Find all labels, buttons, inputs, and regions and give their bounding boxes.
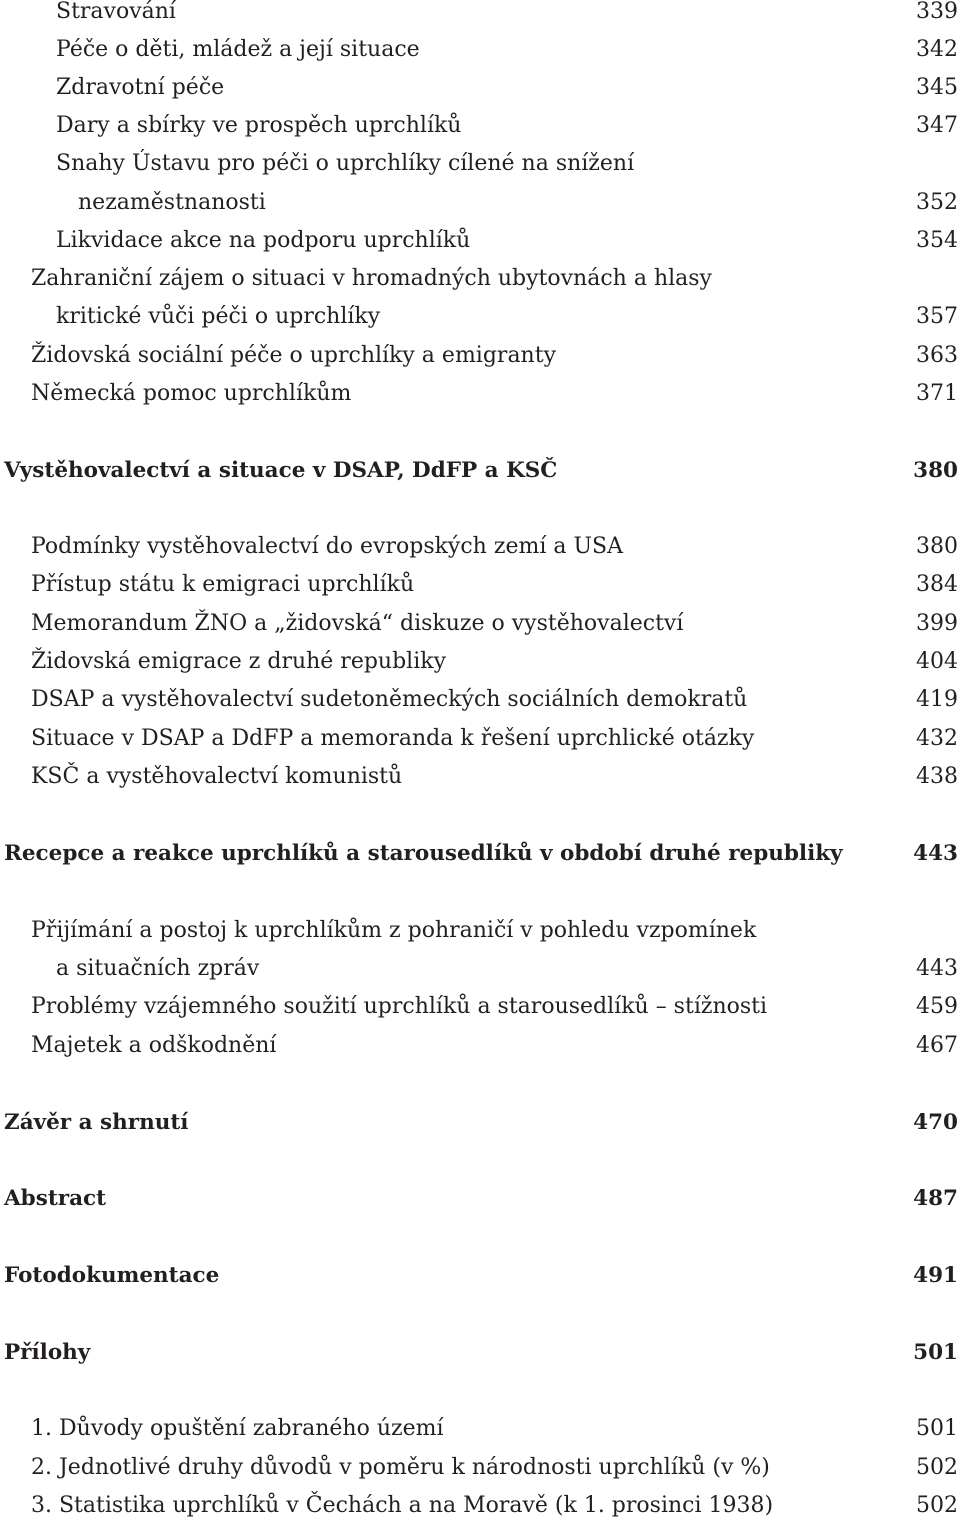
toc-entry-title: Recepce a reakce uprchlíků a starousedlíků v období druhé republiky xyxy=(4,841,843,866)
toc-entry-page-number: 502 xyxy=(916,1493,958,1518)
toc-entry-title: Vystěhovalectví a situace v DSAP, DdFP a KSČ xyxy=(4,458,558,483)
toc-entry-title: Zdravotní péče xyxy=(56,75,225,100)
toc-section-entry xyxy=(0,643,960,681)
toc-entry-title: Majetek a odškodnění xyxy=(31,1033,277,1058)
toc-entry-title: Stravování xyxy=(56,0,176,24)
toc-section-entry xyxy=(0,1487,960,1525)
toc-entry-title: Přijímání a postoj k uprchlíkům z pohraničí v pohledu vzpomínek xyxy=(31,918,757,943)
toc-section-entry xyxy=(0,69,960,107)
toc-entry-page-number: 438 xyxy=(916,764,958,789)
toc-entry-page-number: 502 xyxy=(916,1455,958,1480)
toc-section-entry xyxy=(0,222,960,260)
toc-entry-title: Likvidace akce na podporu uprchlíků xyxy=(56,228,471,253)
toc-entry-page-number: 384 xyxy=(916,572,958,597)
toc-entry-page-number: 501 xyxy=(916,1416,958,1441)
toc-entry-title: 1. Důvody opuštění zabraného území xyxy=(31,1416,444,1441)
toc-entry-title: Podmínky vystěhovalectví do evropských zemí a USA xyxy=(31,534,623,559)
toc-entry-page-number: 371 xyxy=(916,381,958,406)
toc-entry-page-number: 357 xyxy=(916,304,958,329)
toc-entry-page-number: 363 xyxy=(916,343,958,368)
toc-entry-page-number: 342 xyxy=(916,37,958,62)
toc-entry-title: Závěr a shrnutí xyxy=(4,1110,189,1135)
toc-entry-page-number: 501 xyxy=(913,1340,958,1365)
toc-entry-title: nezaměstnanosti xyxy=(78,190,266,215)
toc-entry-page-number: 352 xyxy=(916,190,958,215)
toc-section-entry xyxy=(0,184,960,222)
toc-entry-title: 3. Statistika uprchlíků v Čechách a na Moravě (k 1. prosinci 1938) xyxy=(31,1493,774,1518)
toc-section-entry xyxy=(0,950,960,988)
toc-section-entry xyxy=(0,298,960,336)
toc-chapter-entry xyxy=(0,1257,960,1295)
toc-entry-title: Snahy Ústavu pro péči o uprchlíky cílené na snížení xyxy=(56,151,635,176)
toc-chapter-entry xyxy=(0,452,960,490)
toc-entry-title: Zahraniční zájem o situaci v hromadných ubytovnách a hlasy xyxy=(31,266,712,291)
toc-section-entry xyxy=(0,337,960,375)
toc-entry-title: KSČ a vystěhovalectví komunistů xyxy=(31,764,403,789)
toc-entry-page-number: 470 xyxy=(913,1110,958,1135)
toc-section-entry xyxy=(0,1027,960,1065)
toc-entry-title: Německá pomoc uprchlíkům xyxy=(31,381,352,406)
toc-section-entry xyxy=(0,260,960,298)
toc-entry-title: Dary a sbírky ve prospěch uprchlíků xyxy=(56,113,462,138)
toc-entry-page-number: 491 xyxy=(913,1263,958,1288)
toc-section-entry xyxy=(0,1410,960,1448)
toc-entry-title: Memorandum ŽNO a „židovská“ diskuze o vystěhovalectví xyxy=(31,611,684,636)
toc-entry-page-number: 459 xyxy=(916,994,958,1019)
toc-entry-title: Péče o děti, mládež a její situace xyxy=(56,37,420,62)
toc-entry-title: kritické vůči péči o uprchlíky xyxy=(56,304,381,329)
toc-entry-title: Abstract xyxy=(4,1186,107,1211)
toc-section-entry xyxy=(0,566,960,604)
toc-entry-page-number: 347 xyxy=(916,113,958,138)
toc-chapter-entry xyxy=(0,1180,960,1218)
toc-entry-page-number: 339 xyxy=(916,0,958,24)
toc-section-entry xyxy=(0,758,960,796)
toc-section-entry xyxy=(0,988,960,1026)
toc-entry-title: DSAP a vystěhovalectví sudetoněmeckých sociálních demokratů xyxy=(31,687,748,712)
toc-chapter-entry xyxy=(0,1104,960,1142)
toc-entry-page-number: 443 xyxy=(913,841,958,866)
toc-section-entry xyxy=(0,0,960,31)
toc-entry-page-number: 380 xyxy=(916,534,958,559)
toc-section-entry xyxy=(0,720,960,758)
toc-entry-title: Přístup státu k emigraci uprchlíků xyxy=(31,572,415,597)
toc-section-entry xyxy=(0,375,960,413)
toc-entry-page-number: 380 xyxy=(913,458,958,483)
toc-entry-title: Židovská sociální péče o uprchlíky a emigranty xyxy=(31,343,556,368)
toc-section-entry xyxy=(0,31,960,69)
toc-entry-title: Situace v DSAP a DdFP a memoranda k řešení uprchlické otázky xyxy=(31,726,755,751)
toc-section-entry xyxy=(0,145,960,183)
toc-entry-title: a situačních zpráv xyxy=(56,956,260,981)
toc-entry-page-number: 404 xyxy=(916,649,958,674)
toc-entry-page-number: 399 xyxy=(916,611,958,636)
toc-entry-page-number: 345 xyxy=(916,75,958,100)
toc-section-entry xyxy=(0,107,960,145)
toc-entry-title: 2. Jednotlivé druhy důvodů v poměru k národnosti uprchlíků (v %) xyxy=(31,1455,770,1480)
toc-section-entry xyxy=(0,605,960,643)
toc-section-entry xyxy=(0,1449,960,1487)
toc-chapter-entry xyxy=(0,1334,960,1372)
toc-section-entry xyxy=(0,681,960,719)
toc-entry-page-number: 443 xyxy=(916,956,958,981)
toc-chapter-entry xyxy=(0,835,960,873)
toc-section-entry xyxy=(0,912,960,950)
toc-entry-title: Fotodokumentace xyxy=(4,1263,220,1288)
toc-entry-page-number: 354 xyxy=(916,228,958,253)
toc-entry-page-number: 467 xyxy=(916,1033,958,1058)
toc-entry-page-number: 432 xyxy=(916,726,958,751)
toc-entry-title: Problémy vzájemného soužití uprchlíků a starousedlíků – stížnosti xyxy=(31,994,768,1019)
toc-entry-page-number: 487 xyxy=(913,1186,958,1211)
toc-entry-title: Přílohy xyxy=(4,1340,91,1365)
toc-entry-page-number: 419 xyxy=(916,687,958,712)
toc-section-entry xyxy=(0,528,960,566)
toc-entry-title: Židovská emigrace z druhé republiky xyxy=(31,649,447,674)
